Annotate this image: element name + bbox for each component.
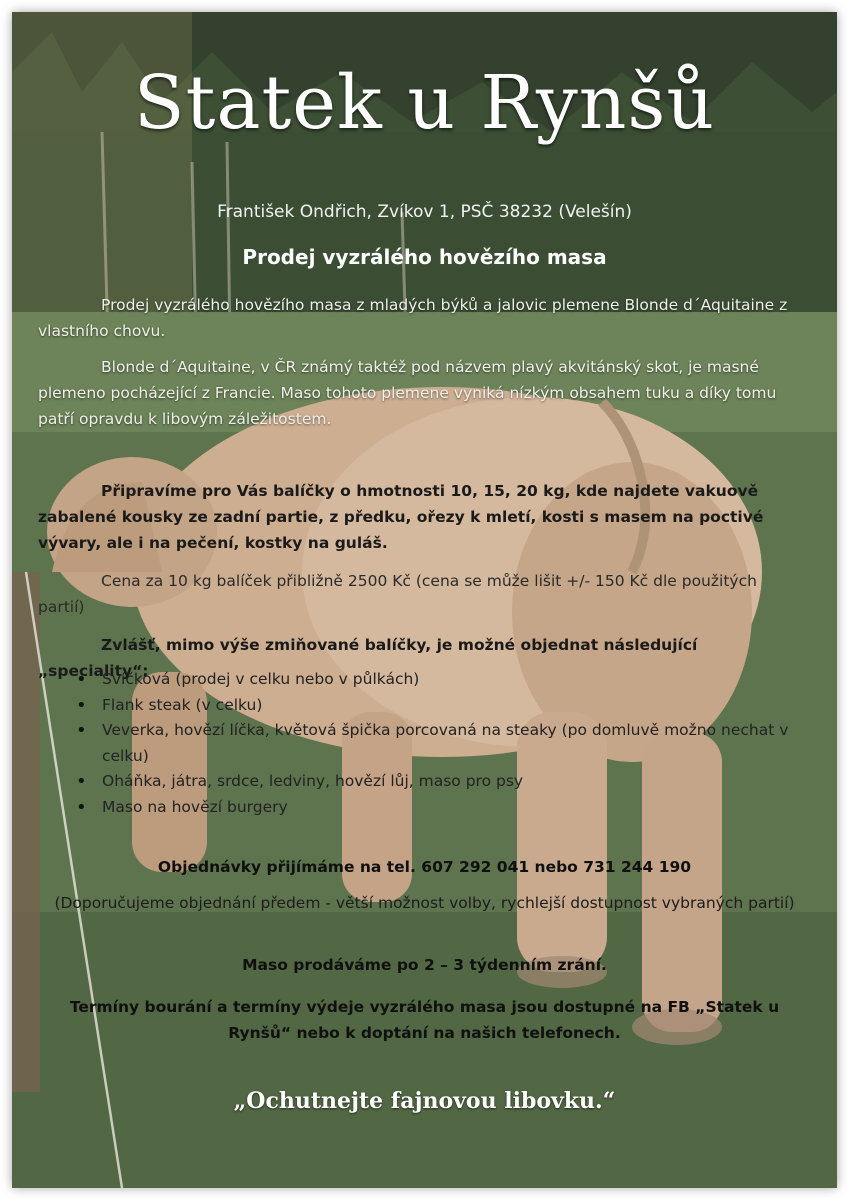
poster xyxy=(12,12,837,1188)
list-item: • Veverka, hovězí líčka, květová špička porcovaná na steaky (po domluvě možno nechat v celku) xyxy=(72,718,792,769)
slogan: „Ochutnejte fajnovou libovku.“ xyxy=(233,1088,616,1114)
list-item: • Maso na hovězí burgery xyxy=(72,795,792,821)
breed-paragraph: Blonde d´Aquitaine, v ČR známý taktéž pod názvem plavý akvitánský skot, je masné plemeno pocházející z Francie. Maso tohoto plemene vyniká nízkým obsahem tuku a díky tomu patří opravdu k libovým záležitostem. xyxy=(38,358,777,428)
recommendation-note: (Doporučujeme objednání předem - větší možnost volby, rychlejší dostupnost vybraných partií) xyxy=(54,894,795,912)
list-item: • Oháňka, játra, srdce, ledviny, hovězí lůj, maso pro psy xyxy=(72,769,792,795)
schedule-note: Termíny bourání a termíny výdeje vyzrálého masa jsou dostupné na FB „Statek u Rynšů“ nebo k doptání na našich telefonech. xyxy=(69,998,780,1042)
price-paragraph: Cena za 10 kg balíček přibližně 2500 Kč (cena se může lišit +/- 150 Kč dle použitých partií) xyxy=(38,572,757,616)
list-item: • Svíčková (prodej v celku nebo v půlkách) xyxy=(72,667,792,693)
aging-note: Maso prodáváme po 2 – 3 týdenním zrání. xyxy=(242,956,607,974)
intro-paragraph: Prodej vyzrálého hovězího masa z mladých býků a jalovic plemene Blonde d´Aquitaine z vlastního chovu. xyxy=(38,296,788,340)
specialties-intro: Zvlášť, mimo výše zmiňované balíčky, je možné objednat následující „speciality“: xyxy=(38,636,698,680)
address-line: František Ondřich, Zvíkov 1, PSČ 38232 (Velešín) xyxy=(217,202,632,222)
specialties-list xyxy=(72,667,792,820)
offer-heading: Prodej vyzrálého hovězího masa xyxy=(242,245,607,269)
list-item: • Flank steak (v celku) xyxy=(72,693,792,719)
order-phone-line: Objednávky přijímáme na tel. 607 292 041 nebo 731 244 190 xyxy=(157,858,692,876)
packages-paragraph: Připravíme pro Vás balíčky o hmotnosti 10, 15, 20 kg, kde najdete vakuově zabalené kousky ze zadní partie, z předku, ořezy k mletí, kosti s masem na poctivé vývary, ale i na pečení, kostky na guláš. xyxy=(38,482,764,552)
farm-title: Statek u Rynšů xyxy=(133,60,716,146)
poster-content xyxy=(12,12,837,1188)
